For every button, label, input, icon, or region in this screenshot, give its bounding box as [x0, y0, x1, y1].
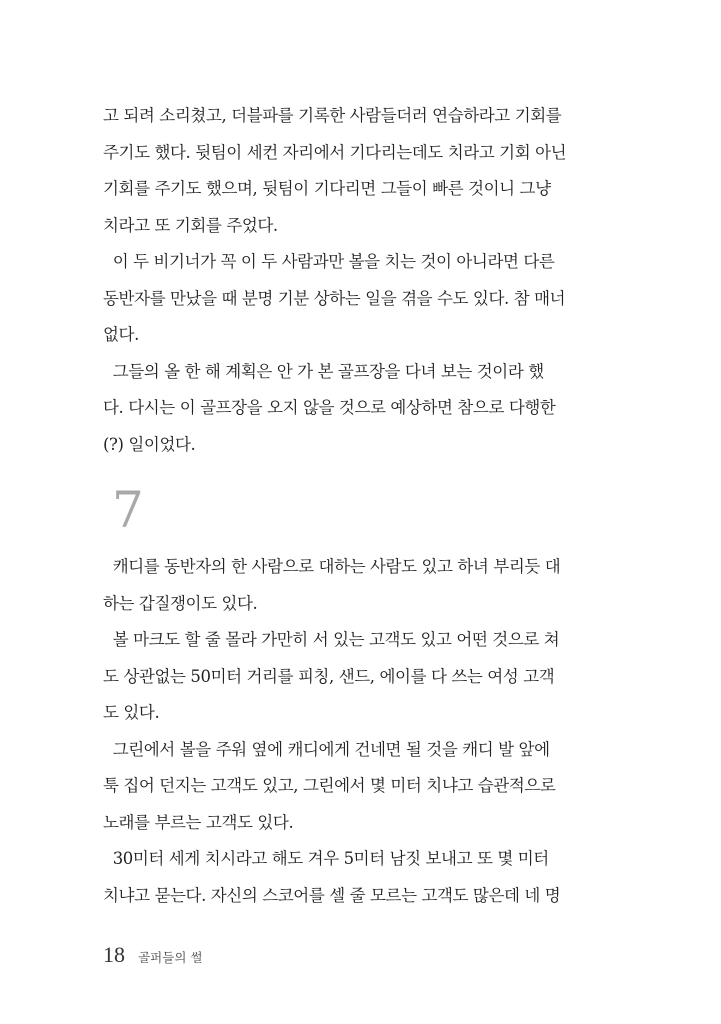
text-line: 기회를 주기도 했으며, 뒷팀이 기다리면 그들이 빠른 것이니 그냥 [103, 179, 551, 198]
text-line: 없다. [103, 325, 139, 344]
text-line: 주기도 했다. 뒷팀이 세컨 자리에서 기다리는데도 치라고 기회 아닌 [103, 142, 567, 162]
text-line: 캐디를 동반자의 한 사람으로 대하는 사람도 있고 하녀 부리듯 대 [103, 557, 561, 576]
running-book-title: 골퍼들의 썰 [138, 950, 203, 965]
text-line: 이 두 비기너가 꼭 이 두 사람과만 볼을 치는 것이 아니라면 다른 [103, 252, 555, 271]
text-line: 치냐고 묻는다. 자신의 스코어를 셀 줄 모르는 고객도 많은데 네 명 [103, 885, 561, 905]
text-line: 동반자를 만났을 때 분명 기분 상하는 일을 겪을 수도 있다. 참 매너 [103, 288, 566, 308]
text-line: 고 되려 소리쳤고, 더블파를 기록한 사람들더러 연습하라고 기회를 [103, 106, 562, 125]
page-footer [103, 942, 202, 972]
body-text-bottom [103, 549, 603, 914]
text-line: 그린에서 볼을 주워 옆에 캐디에게 건네면 될 것을 캐디 발 앞에 [103, 739, 550, 759]
text-line: 30미터 세게 치시라고 해도 겨우 5미터 남짓 보내고 또 몇 미터 [103, 849, 549, 868]
text-line: 노래를 부르는 고객도 있다. [103, 812, 294, 832]
text-line: 치라고 또 기회를 주었다. [103, 215, 278, 235]
text-line: 도 있다. [103, 703, 160, 722]
text-line: (?) 일이었다. [103, 434, 196, 454]
text-line: 툭 집어 던지는 고객도 있고, 그린에서 몇 미터 치냐고 습관적으로 [103, 776, 556, 795]
page-number: 18 [103, 942, 125, 967]
text-line: 하는 갑질쟁이도 있다. [103, 593, 258, 613]
chapter-number: 7 [112, 481, 144, 539]
text-line: 그들의 올 한 해 계획은 안 가 본 골프장을 다녀 보는 것이라 했 [103, 361, 544, 381]
text-line: 볼 마크도 할 줄 몰라 가만히 서 있는 고객도 있고 어떤 것으로 쳐 [103, 630, 560, 649]
text-line: 다. 다시는 이 골프장을 오지 않을 것으로 예상하면 참으로 다행한 [103, 398, 556, 417]
text-line: 도 상관없는 50미터 거리를 피칭, 샌드, 에이를 다 쓰는 여성 고객 [103, 666, 555, 686]
body-text-top [103, 98, 603, 463]
